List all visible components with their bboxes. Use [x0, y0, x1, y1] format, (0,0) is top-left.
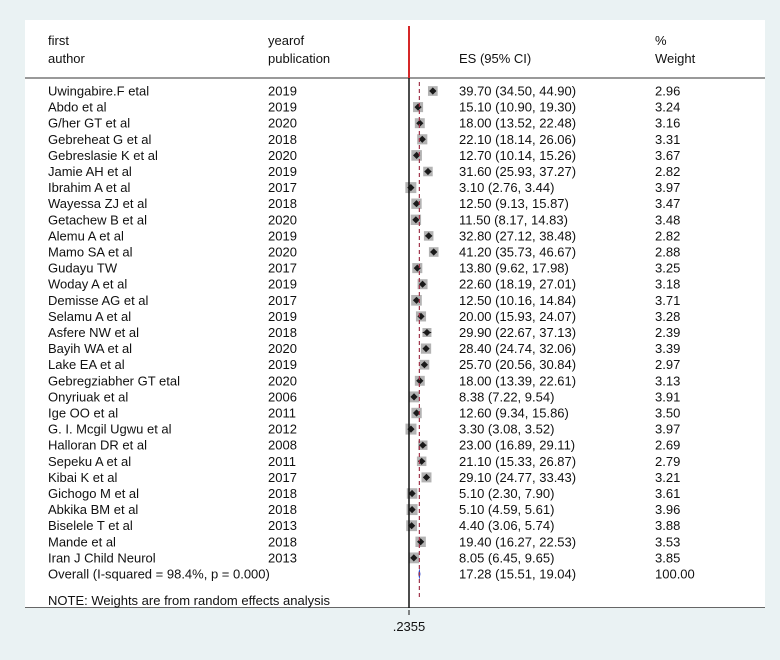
- study-year: 2018: [268, 486, 297, 501]
- study-weight: 3.71: [655, 292, 681, 308]
- study-weight: 3.67: [655, 147, 681, 163]
- study-weight: 2.82: [655, 228, 681, 244]
- study-weight: 3.85: [655, 550, 681, 566]
- study-year: 2020: [268, 147, 297, 163]
- study-year: 2019: [268, 83, 297, 99]
- study-effect-size: 28.40 (24.74, 32.06): [459, 341, 577, 357]
- study-effect-size: 8.38 (7.22, 9.54): [459, 389, 555, 405]
- study-year: 2011: [268, 453, 296, 469]
- study-year: 2018: [268, 502, 297, 518]
- study-year: 2008: [268, 437, 297, 453]
- study-weight: 3.18: [655, 276, 681, 292]
- study-effect-size: 22.60 (18.19, 27.01): [459, 276, 577, 292]
- study-weight: 3.16: [655, 115, 681, 131]
- study-marks: [405, 86, 438, 580]
- study-weight: 3.53: [655, 534, 681, 550]
- study-effect-size: 5.10 (2.30, 7.90): [459, 486, 555, 501]
- study-effect-size: 20.00 (15.93, 24.07): [459, 308, 577, 324]
- study-author: Gudayu TW: [48, 260, 118, 276]
- study-effect-size: 8.05 (6.45, 9.65): [459, 550, 555, 566]
- study-weight: 3.97: [655, 421, 681, 437]
- study-year: 2018: [268, 196, 297, 212]
- study-effect-size: 12.50 (10.16, 14.84): [459, 292, 577, 308]
- study-year: 2020: [268, 341, 297, 357]
- forest-plot-panel: [25, 20, 765, 608]
- study-author: G. I. Mcgil Ugwu et al: [48, 421, 172, 437]
- study-author: Halloran DR et al: [48, 437, 147, 453]
- study-weight: 3.25: [655, 260, 681, 276]
- study-author: Wayessa ZJ et al: [48, 196, 148, 212]
- study-year: 2012: [268, 421, 297, 437]
- study-year: 2017: [268, 180, 297, 196]
- study-effect-size: 4.40 (3.06, 5.74): [459, 518, 555, 534]
- study-author: Getachew B et al: [48, 212, 147, 228]
- study-year: 2020: [268, 373, 297, 389]
- study-weight: 3.21: [655, 469, 681, 485]
- study-weight: 3.61: [655, 486, 681, 501]
- x-axis: [0, 610, 780, 650]
- study-rows: [48, 84, 695, 582]
- study-year: 2006: [268, 389, 297, 405]
- overall-effect-size: 17.28 (15.51, 19.04): [459, 566, 577, 582]
- column-headers: [48, 33, 696, 66]
- study-author: Lake EA et al: [48, 357, 125, 373]
- study-weight: 3.96: [655, 502, 681, 518]
- study-author: Gichogo M et al: [48, 486, 140, 501]
- study-weight: 3.97: [655, 180, 681, 196]
- study-author: Biselele T et al: [48, 518, 133, 534]
- study-weight: 3.31: [655, 131, 681, 147]
- header-author-line1: first: [48, 33, 69, 48]
- study-effect-size: 3.10 (2.76, 3.44): [459, 180, 555, 196]
- study-effect-size: 18.00 (13.39, 22.61): [459, 373, 577, 389]
- study-author: Woday A et al: [48, 276, 128, 292]
- x-axis-tick-label: .2355: [392, 619, 426, 634]
- study-author: Kibai K et al: [48, 469, 118, 485]
- study-effect-size: 11.50 (8.17, 14.83): [459, 212, 568, 228]
- study-year: 2018: [268, 534, 297, 550]
- header-author-line2: author: [48, 51, 85, 66]
- study-weight: 2.79: [655, 453, 681, 469]
- study-weight: 3.88: [655, 518, 681, 534]
- study-year: 2020: [268, 244, 297, 260]
- study-author: Gebreheat G et al: [48, 131, 152, 147]
- study-author: Ibrahim A et al: [48, 180, 131, 196]
- study-year: 2017: [268, 260, 297, 276]
- study-effect-size: 5.10 (4.59, 5.61): [459, 502, 555, 518]
- study-weight: 2.96: [655, 83, 681, 99]
- study-effect-size: 29.10 (24.77, 33.43): [459, 469, 577, 485]
- study-weight: 3.13: [655, 373, 681, 389]
- study-effect-size: 22.10 (18.14, 26.06): [459, 131, 577, 147]
- study-author: Jamie AH et al: [48, 164, 132, 179]
- study-weight: 3.47: [655, 196, 681, 212]
- study-year: 2020: [268, 115, 297, 131]
- study-effect-size: 32.80 (27.12, 38.48): [459, 228, 577, 244]
- study-effect-size: 12.60 (9.34, 15.86): [459, 405, 569, 421]
- study-author: Iran J Child Neurol: [48, 550, 156, 566]
- header-weight-line2: Weight: [655, 51, 696, 66]
- study-year: 2019: [268, 228, 297, 244]
- study-weight: 2.39: [655, 325, 681, 340]
- study-author: Demisse AG et al: [48, 292, 149, 308]
- study-author: Asfere NW et al: [48, 325, 140, 340]
- study-effect-size: 25.70 (20.56, 30.84): [459, 357, 577, 373]
- study-effect-size: 3.30 (3.08, 3.52): [459, 421, 555, 437]
- study-author: G/her GT et al: [48, 115, 131, 131]
- study-year: 2018: [268, 131, 297, 147]
- header-year-line2: publication: [268, 51, 331, 66]
- header-weight-line1: %: [655, 33, 667, 48]
- study-weight: 3.39: [655, 341, 681, 357]
- study-weight: 3.91: [655, 389, 681, 405]
- study-weight: 3.28: [655, 308, 681, 324]
- overall-label: Overall (I-squared = 98.4%, p = 0.000): [48, 566, 270, 582]
- study-effect-size: 18.00 (13.52, 22.48): [459, 115, 577, 131]
- study-year: 2013: [268, 518, 297, 534]
- study-weight: 2.82: [655, 164, 681, 179]
- study-weight: 3.50: [655, 405, 681, 421]
- study-author: Mamo SA et al: [48, 244, 133, 260]
- study-year: 2017: [268, 292, 297, 308]
- overall-weight: 100.00: [655, 566, 695, 582]
- footnote-weights: NOTE: Weights are from random effects analysis: [48, 593, 331, 608]
- study-author: Abkika BM et al: [48, 502, 139, 518]
- study-year: 2011: [268, 405, 296, 421]
- study-author: Mande et al: [48, 534, 116, 550]
- study-author: Uwingabire.F etal: [48, 83, 150, 99]
- study-author: Gebregziabher GT etal: [48, 373, 180, 389]
- study-year: 2019: [268, 99, 297, 115]
- study-author: Alemu A et al: [48, 228, 124, 244]
- study-year: 2013: [268, 550, 297, 566]
- study-effect-size: 12.50 (9.13, 15.87): [459, 196, 569, 212]
- study-weight: 3.48: [655, 212, 681, 228]
- study-effect-size: 12.70 (10.14, 15.26): [459, 147, 577, 163]
- study-weight: 2.88: [655, 244, 681, 260]
- study-author: Onyriuak et al: [48, 389, 129, 405]
- study-year: 2019: [268, 276, 297, 292]
- study-year: 2020: [268, 212, 297, 228]
- study-effect-size: 23.00 (16.89, 29.11): [459, 437, 576, 453]
- study-effect-size: 13.80 (9.62, 17.98): [459, 260, 569, 276]
- study-author: Sepeku A et al: [48, 453, 132, 469]
- study-year: 2019: [268, 164, 297, 179]
- study-weight: 2.69: [655, 437, 681, 453]
- study-effect-size: 31.60 (25.93, 37.27): [459, 164, 577, 179]
- study-effect-size: 19.40 (16.27, 22.53): [459, 534, 577, 550]
- study-author: Abdo et al: [48, 99, 107, 115]
- study-author: Gebreslasie K et al: [48, 147, 158, 163]
- study-author: Ige OO et al: [48, 405, 119, 421]
- study-year: 2018: [268, 325, 297, 340]
- study-effect-size: 15.10 (10.90, 19.30): [459, 99, 577, 115]
- header-year-line1: yearof: [268, 33, 305, 48]
- study-year: 2017: [268, 469, 297, 485]
- study-author: Bayih WA et al: [48, 341, 133, 357]
- study-year: 2019: [268, 357, 297, 373]
- forest-plot: [25, 20, 765, 608]
- study-weight: 3.24: [655, 99, 681, 115]
- study-author: Selamu A et al: [48, 308, 132, 324]
- study-effect-size: 29.90 (22.67, 37.13): [459, 325, 577, 340]
- study-effect-size: 41.20 (35.73, 46.67): [459, 244, 577, 260]
- study-effect-size: 39.70 (34.50, 44.90): [459, 83, 577, 99]
- header-effect-size: ES (95% CI): [459, 51, 532, 66]
- study-year: 2019: [268, 308, 297, 324]
- study-weight: 2.97: [655, 357, 681, 373]
- study-effect-size: 21.10 (15.33, 26.87): [459, 453, 577, 469]
